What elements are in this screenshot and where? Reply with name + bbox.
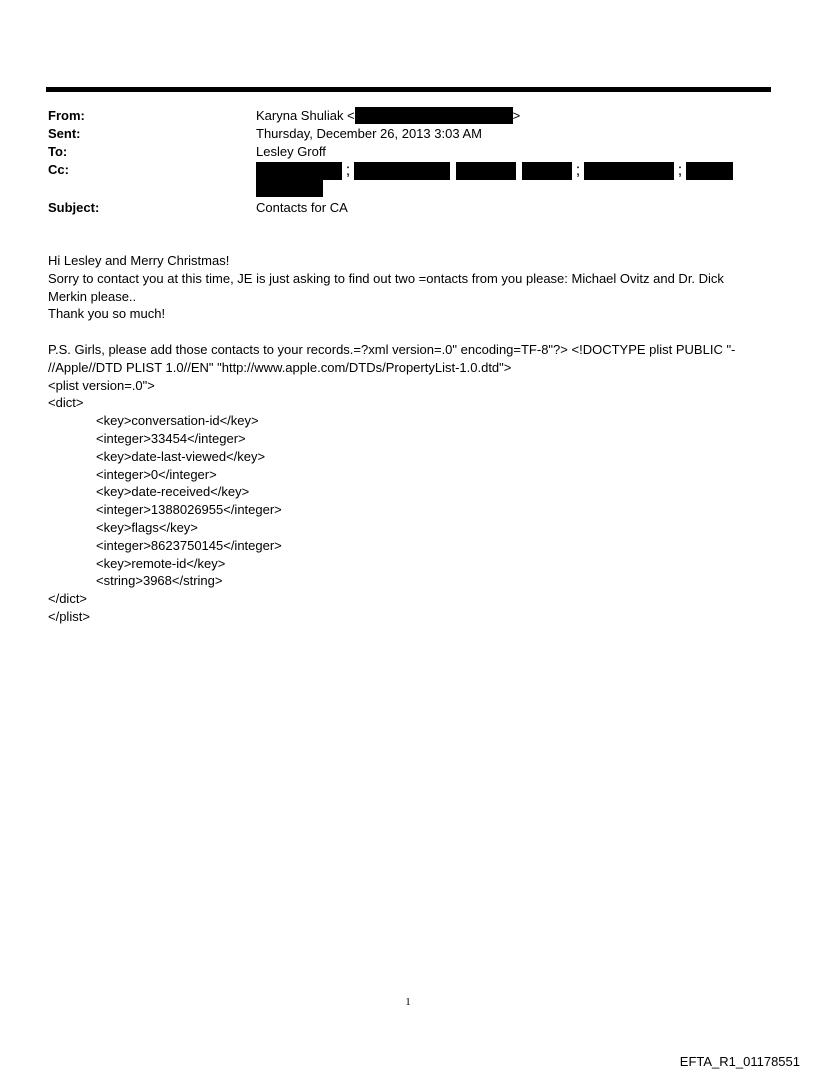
- sent-value: Thursday, December 26, 2013 3:03 AM: [256, 126, 482, 141]
- ps-line: P.S. Girls, please add those contacts to your records.=?xml version=.0" encoding=TF-8"?> <!DOCTYPE plist PUBLIC "-: [48, 341, 736, 357]
- to-label: To:: [48, 144, 68, 159]
- thanks-line: Thank you so much!: [48, 306, 166, 322]
- to-value: Lesley Groff: [256, 144, 326, 159]
- dict-close: </dict>: [48, 591, 88, 607]
- from-name: Karyna Shuliak <: [256, 108, 355, 123]
- document-id: EFTA_R1_01178551: [679, 1054, 800, 1069]
- redaction-box: [354, 162, 450, 180]
- sent-label: Sent:: [48, 126, 81, 141]
- cc-separator: ;: [575, 162, 581, 179]
- cc-recipients: [256, 162, 733, 180]
- header-rule: [46, 87, 771, 92]
- redaction-box: [584, 162, 674, 180]
- dict-line: <key>date-last-viewed</key>: [96, 448, 266, 464]
- dict-line: <integer>8623750145</integer>: [96, 537, 282, 553]
- dict-line: <string>3968</string>: [96, 573, 223, 589]
- body-line: Sorry to contact you at this time, JE is just asking to find out two =ontacts from you please: Michael Ovitz and Dr. Dick: [48, 270, 724, 286]
- dict-line: <key>conversation-id</key>: [96, 413, 259, 429]
- redaction-box: [686, 162, 733, 180]
- subject-label: Subject:: [48, 200, 100, 215]
- redaction-box: [256, 180, 323, 197]
- redaction-box: [522, 162, 572, 180]
- redaction-box: [256, 162, 342, 180]
- plist-close: </plist>: [48, 608, 90, 624]
- message-body: [48, 252, 768, 626]
- body-line: Merkin please..: [48, 288, 137, 304]
- dict-open: <dict>: [48, 395, 84, 411]
- from-value: [256, 107, 520, 125]
- ps-line: //Apple//DTD PLIST 1.0//EN" "http://www.apple.com/DTDs/PropertyList-1.0.dtd">: [48, 359, 512, 375]
- cc-separator: ;: [345, 162, 351, 179]
- from-label: From:: [48, 108, 85, 123]
- dict-line: <integer>0</integer>: [96, 466, 217, 482]
- dict-line: <key>remote-id</key>: [96, 555, 226, 571]
- page-number: 1: [405, 996, 411, 1008]
- cc-separator: ;: [677, 162, 683, 179]
- cc-label: Cc:: [48, 162, 69, 177]
- subject-value: Contacts for CA: [256, 200, 348, 215]
- dict-line: <key>flags</key>: [96, 519, 198, 535]
- redaction-box: [355, 107, 513, 124]
- dict-line: <key>date-received</key>: [96, 484, 250, 500]
- greeting: Hi Lesley and Merry Christmas!: [48, 253, 230, 268]
- redaction-box: [456, 162, 516, 180]
- from-close: >: [512, 108, 521, 123]
- dict-line: <integer>1388026955</integer>: [96, 502, 282, 518]
- dict-line: <integer>33454</integer>: [96, 430, 246, 446]
- plist-open: <plist version=.0">: [48, 377, 155, 393]
